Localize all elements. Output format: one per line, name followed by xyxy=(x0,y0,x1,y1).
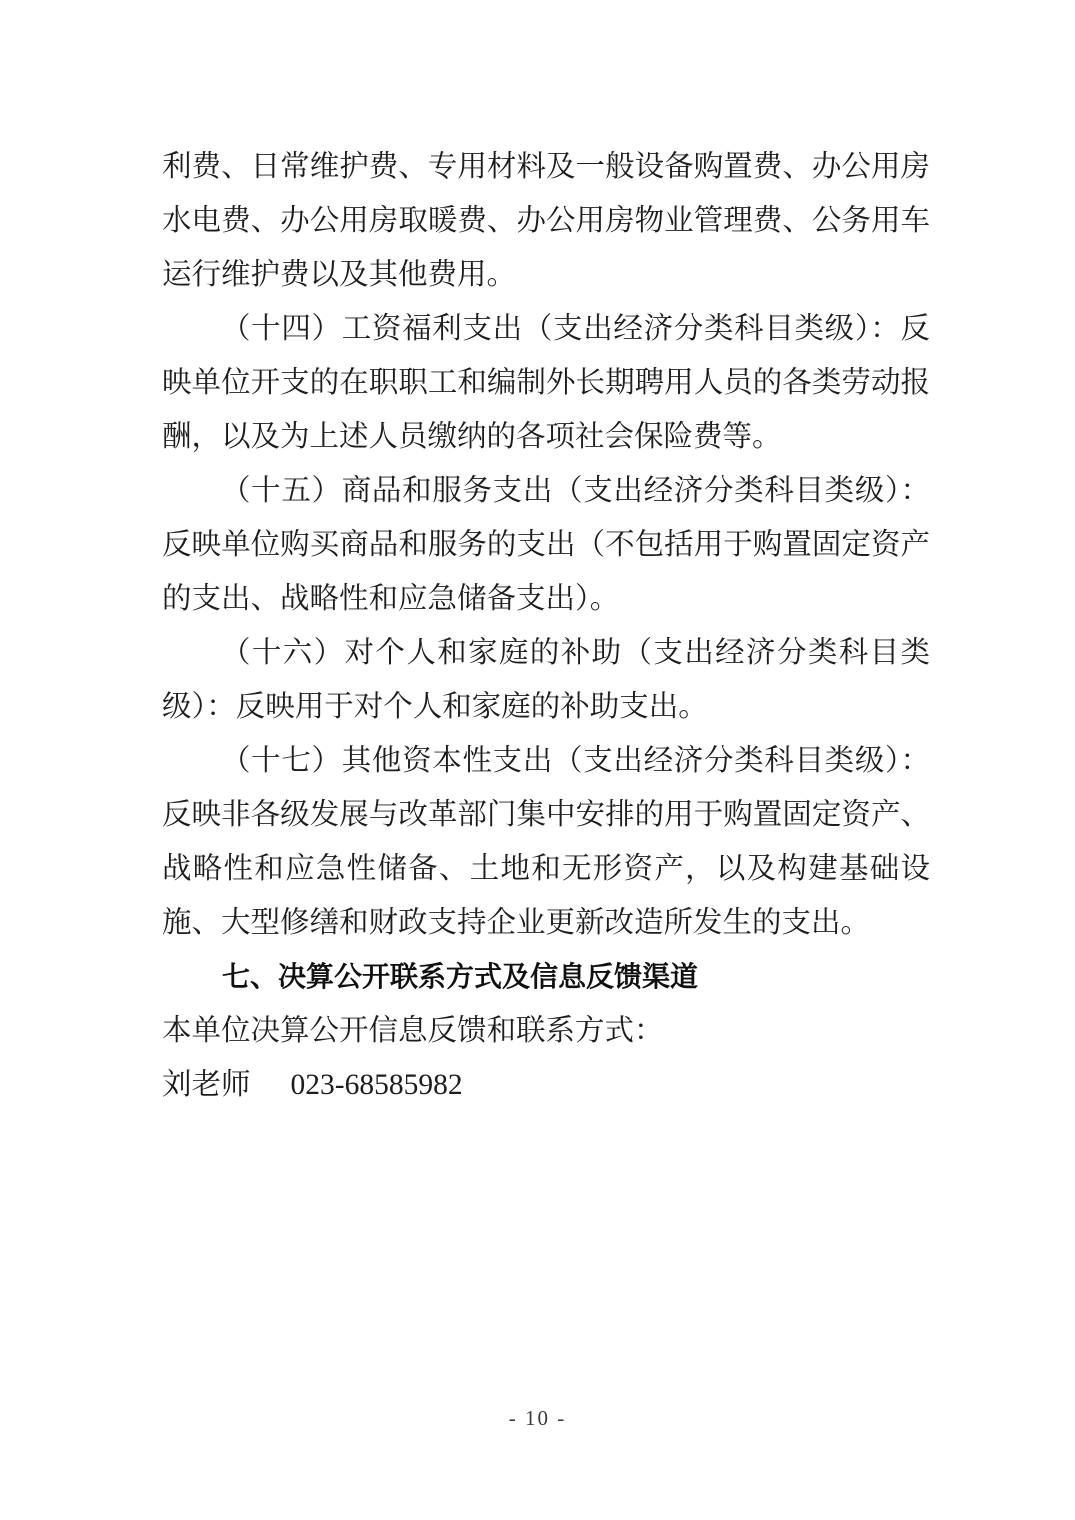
paragraph-item-15-goods-services: （十五）商品和服务支出（支出经济分类科目类级）：反映单位购买商品和服务的支出（不包括用于购置固定资产的支出、战略性和应急储备支出）。 xyxy=(162,475,930,615)
contact-phone-number: 023-68585982 xyxy=(290,1069,463,1101)
paragraph-item-16-individual-family-subsidy: （十六）对个人和家庭的补助（支出经济分类科目类级）：反映用于对个人和家庭的补助支出。 xyxy=(162,637,930,723)
page-footer xyxy=(0,1404,1075,1432)
paragraph-item-14-wage-welfare: （十四）工资福利支出（支出经济分类科目类级）：反映单位开支的在职职工和编制外长期聘用人员的各类劳动报酬，以及为上述人员缴纳的各项社会保险费等。 xyxy=(162,313,930,453)
paragraph-expense-continuation: 利费、日常维护费、专用材料及一般设备购置费、办公用房水电费、办公用房取暖费、办公用房物业管理费、公务用车运行维护费以及其他费用。 xyxy=(162,151,930,291)
section-heading-contact-channels: 七、决算公开联系方式及信息反馈渠道 xyxy=(222,961,699,992)
paragraph-item-17-other-capital-expenditure: （十七）其他资本性支出（支出经济分类科目类级）：反映非各级发展与改革部门集中安排的用于购置固定资产、战略性和应急性储备、土地和无形资产，以及构建基础设施、大型修缮和财政支持企业更新改造所发生的支出。 xyxy=(162,745,930,939)
contact-row xyxy=(162,1058,930,1112)
page-number: - 10 - xyxy=(508,1406,567,1430)
contact-person-name: 刘老师 xyxy=(162,1069,251,1101)
document-body xyxy=(162,140,930,1112)
contact-intro-line: 本单位决算公开信息反馈和联系方式： xyxy=(162,1015,664,1047)
